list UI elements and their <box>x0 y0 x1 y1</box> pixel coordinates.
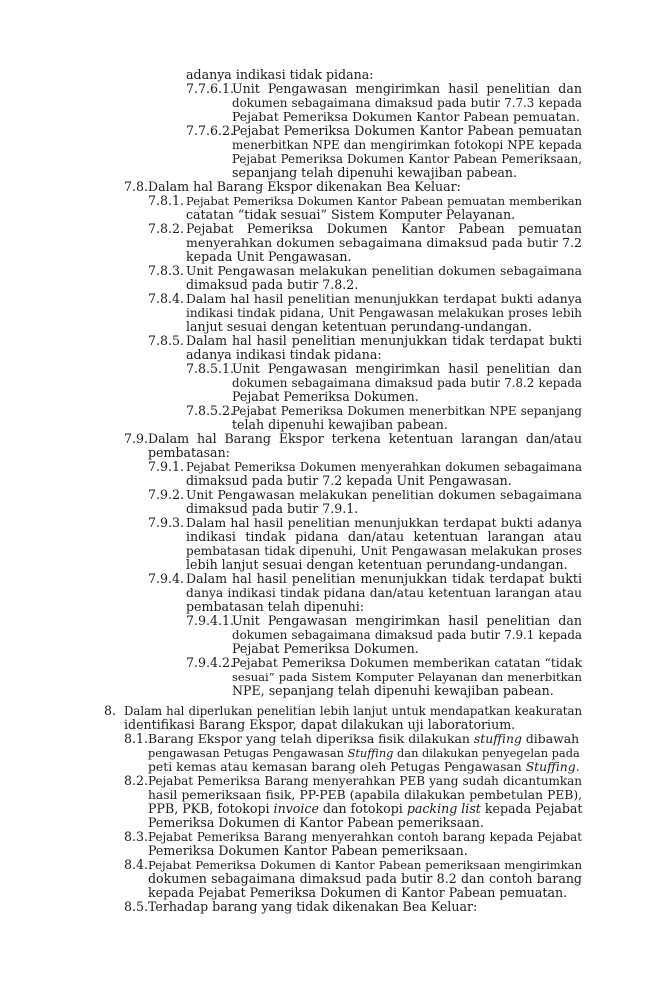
text-line: kepada Pejabat Pemeriksa Dokumen di Kantor Pabean pemuatan. <box>148 885 568 900</box>
item-number: 7.9.4. <box>148 571 185 586</box>
text-line: Unit Pengawasan mengirimkan hasil penelitian dan <box>232 613 582 628</box>
text-line: indikasi tindak pidana, Unit Pengawasan melakukan proses lebih <box>186 306 582 320</box>
text-line: pembatasan tidak dipenuhi, Unit Pengawasan melakukan proses <box>186 544 582 558</box>
item-number: 7.8.5.1. <box>186 361 235 376</box>
text-line: peti kemas atau kemasan barang oleh Petugas Pengawasan Stuffing. <box>148 760 580 774</box>
text-line: Pejabat Pemeriksa Dokumen Kantor Pabean Pemeriksaan, <box>232 152 582 166</box>
text-line: adanya indikasi tidak pidana: <box>186 67 374 82</box>
item-number: 7.8.5. <box>148 333 185 348</box>
text-line: Pemeriksa Dokumen di Kantor Pabean pemeriksaan. <box>148 815 484 830</box>
text-line: danya indikasi tindak pidana dan/atau ketentuan larangan atau <box>186 586 582 600</box>
text-line: Dalam hal hasil penelitian menunjukkan tidak terdapat bukti <box>186 333 582 348</box>
item-number: 7.8.3. <box>148 263 185 278</box>
item-number: 7.9.1. <box>148 459 185 474</box>
text-line: NPE, sepanjang telah dipenuhi kewajiban pabean. <box>232 683 554 698</box>
item-number: 7.8.4. <box>148 291 185 306</box>
text-line: indikasi tindak pidana dan/atau ketentuan larangan atau <box>186 529 582 544</box>
text-line: Pejabat Pemeriksa Dokumen Kantor Pabean pemuatan <box>186 221 582 236</box>
item-number: 7.7.6.2. <box>186 123 235 138</box>
text-line: sepanjang telah dipenuhi kewajiban pabean. <box>232 165 518 180</box>
text-line: adanya indikasi tindak pidana: <box>186 347 382 362</box>
text-line: catatan “tidak sesuai” Sistem Komputer Pelayanan. <box>186 207 516 222</box>
text-line: pembatasan telah dipenuhi: <box>186 599 365 614</box>
text-line: Unit Pengawasan mengirimkan hasil penelitian dan <box>232 81 582 96</box>
text-line: Pejabat Pemeriksa Barang menyerahkan PEB yang sudah dicantumkan <box>148 774 582 788</box>
text-line: Dalam hal Barang Ekspor dikenakan Bea Keluar: <box>148 179 461 194</box>
item-number: 8.4. <box>124 857 149 872</box>
text-line: Pejabat Pemeriksa Dokumen memberikan catatan “tidak <box>232 656 582 670</box>
text-line: lebih lanjut sesuai dengan ketentuan perundang-undangan. <box>186 557 568 572</box>
item-number: 7.9.4.2. <box>186 655 235 670</box>
text-line: lanjut sesuai dengan ketentuan perundang-undangan. <box>186 319 532 334</box>
text-line: dokumen sebagaimana dimaksud pada butir 7.9.1 kepada <box>232 628 582 642</box>
item-number: 7.9. <box>124 431 149 446</box>
text-line: Dalam hal hasil penelitian menunjukkan terdapat bukti adanya <box>186 516 582 530</box>
text-line: pembatasan: <box>148 445 230 460</box>
item-number: 7.8.1. <box>148 193 185 208</box>
text-line: Unit Pengawasan melakukan penelitian dokumen sebagaimana <box>186 264 582 278</box>
text-line: sesuai” pada Sistem Komputer Pelayanan dan menerbitkan <box>232 670 582 684</box>
item-number: 7.8.2. <box>148 221 185 236</box>
text-line: Dalam hal hasil penelitian menunjukkan terdapat bukti adanya <box>186 292 582 306</box>
text-line: Dalam hal hasil penelitian menunjukkan tidak terdapat bukti <box>186 571 582 586</box>
text-line: hasil pemeriksaan fisik, PP-PEB (apabila dilakukan pembetulan PEB), <box>148 788 582 802</box>
text-line: dokumen sebagaimana dimaksud pada butir 7.7.3 kepada <box>232 96 582 110</box>
text-line: Dalam hal diperlukan penelitian lebih lanjut untuk mendapatkan keakuratan <box>124 704 582 718</box>
item-number: 8.3. <box>124 829 149 844</box>
text-line: Pejabat Pemeriksa Dokumen di Kantor Pabean pemeriksaan mengirimkan <box>148 858 582 872</box>
text-line: Pejabat Pemeriksa Barang menyerahkan contoh barang kepada Pejabat <box>148 830 582 844</box>
item-number: 8.5. <box>124 899 149 914</box>
text-line: Pejabat Pemeriksa Dokumen Kantor Pabean pemuatan memberikan <box>186 194 582 208</box>
text-line: Pejabat Pemeriksa Dokumen Kantor Pabean pemuatan <box>232 123 582 138</box>
text-line: Pejabat Pemeriksa Dokumen menerbitkan NPE sepanjang <box>232 404 582 418</box>
text-line: Barang Ekspor yang telah diperiksa fisik dilakukan stuffing dibawah <box>148 731 580 746</box>
item-number: 7.9.3. <box>148 515 185 530</box>
text-line: dokumen sebagaimana dimaksud pada butir 7.8.2 kepada <box>232 376 582 390</box>
text-line: pengawasan Petugas Pengawasan Stuffing dan dilakukan penyegelan pada <box>148 746 580 760</box>
item-number: 7.9.2. <box>148 487 185 502</box>
text-line: Unit Pengawasan mengirimkan hasil penelitian dan <box>232 361 582 376</box>
text-line: dokumen sebagaimana dimaksud pada butir 8.2 dan contoh barang <box>148 871 582 886</box>
text-line: Pemeriksa Dokumen Kantor Pabean pemeriksaan. <box>148 843 468 858</box>
text-line: kepada Unit Pengawasan. <box>186 249 352 264</box>
text-line: Unit Pengawasan melakukan penelitian dokumen sebagaimana <box>186 488 582 502</box>
item-number: 8.2. <box>124 773 149 788</box>
text-line: dimaksud pada butir 7.8.2. <box>186 277 359 292</box>
text-line: identifikasi Barang Ekspor, dapat dilakukan uji laboratorium. <box>124 717 516 732</box>
item-number: 7.9.4.1. <box>186 613 235 628</box>
item-number: 8.1. <box>124 731 149 746</box>
text-line: Terhadap barang yang tidak dikenakan Bea Keluar: <box>148 899 478 914</box>
text-line: Pejabat Pemeriksa Dokumen. <box>232 389 419 404</box>
text-line: menerbitkan NPE dan mengirimkan fotokopi NPE kepada <box>232 138 582 152</box>
text-line: Dalam hal Barang Ekspor terkena ketentuan larangan dan/atau <box>148 431 582 446</box>
text-line: menyerahkan dokumen sebagaimana dimaksud pada butir 7.2 <box>186 235 582 250</box>
item-number: 7.8.5.2. <box>186 403 235 418</box>
text-line: dimaksud pada butir 7.2 kepada Unit Pengawasan. <box>186 473 512 488</box>
text-line: Pejabat Pemeriksa Dokumen. <box>232 641 419 656</box>
item-number: 7.7.6.1. <box>186 81 235 96</box>
text-line: Pejabat Pemeriksa Dokumen menyerahkan dokumen sebagaimana <box>186 460 582 474</box>
item-number: 7.8. <box>124 179 149 194</box>
text-line: PPB, PKB, fotokopi invoice dan fotokopi packing list kepada Pejabat <box>148 801 583 816</box>
text-line: Pejabat Pemeriksa Dokumen Kantor Pabean pemuatan. <box>232 109 580 124</box>
text-line: dimaksud pada butir 7.9.1. <box>186 501 359 516</box>
text-line: telah dipenuhi kewajiban pabean. <box>232 417 448 432</box>
item-number: 8. <box>104 703 117 718</box>
